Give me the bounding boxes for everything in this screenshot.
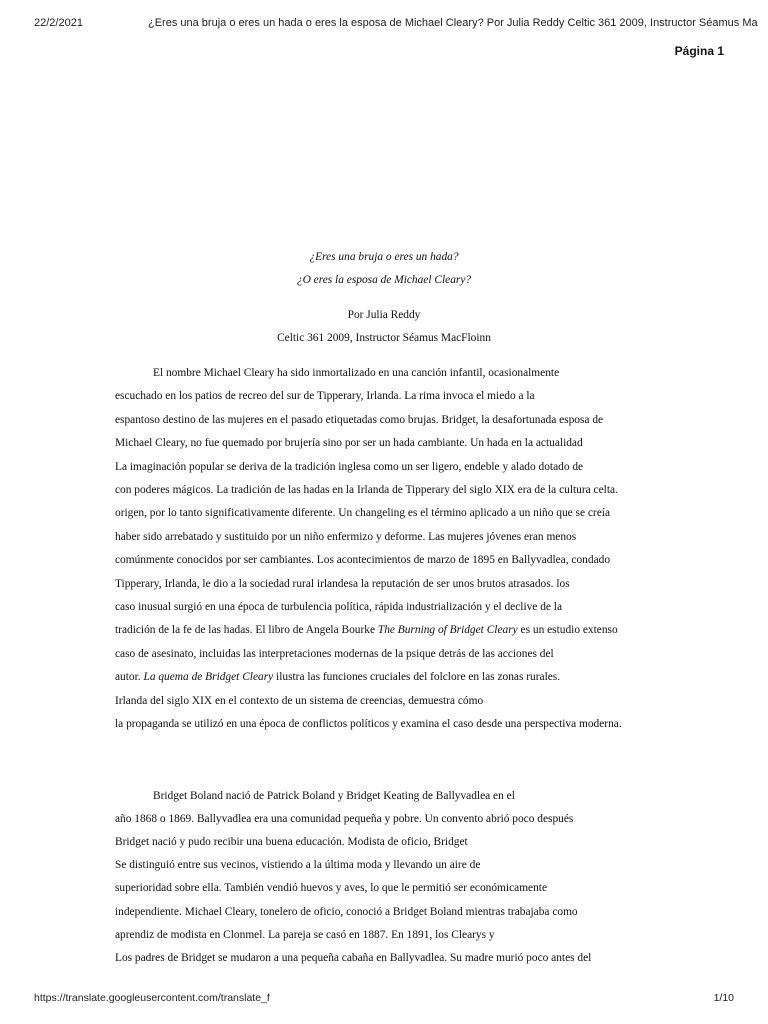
text-line bbox=[115, 952, 591, 964]
print-url: https://translate.googleusercontent.com/translate_f bbox=[34, 992, 270, 1004]
text-run: autor. bbox=[115, 671, 144, 684]
page-label: Página 1 bbox=[674, 44, 724, 58]
text-line bbox=[115, 882, 547, 894]
text-run: El nombre Michael Cleary ha sido inmortalizado en una canción infantil, ocasionalmente bbox=[153, 367, 560, 379]
text-run: espantoso destino de las mujeres en el pasado etiquetadas como brujas. Bridget, la desafortunada esposa de bbox=[115, 413, 604, 426]
text-run: comúnmente conocidos por ser cambiantes. Los acontecimientos de marzo de 1895 en Ballyvadlea, condado bbox=[115, 554, 611, 567]
title-line-1: ¿Eres una bruja o eres un hada? bbox=[309, 251, 459, 263]
text-run: Michael Cleary, no fue quemado por brujería sino por ser un hada cambiante. Un hada en la actualidad bbox=[115, 437, 583, 450]
author-line: Por Julia Reddy bbox=[347, 309, 421, 321]
text-run: haber sido arrebatado y sustituido por un niño enfermizo y deforme. Las mujeres jóvenes eran menos bbox=[115, 530, 577, 543]
text-line bbox=[115, 929, 495, 941]
text-line bbox=[115, 507, 610, 519]
text-line bbox=[115, 671, 560, 683]
text-run: ilustra las funciones cruciales del folclore en las zonas rurales. bbox=[273, 671, 561, 684]
text-run: Los padres de Bridget se mudaron a una pequeña cabaña en Ballyvadlea. Su madre murió poco antes del bbox=[115, 951, 592, 964]
book-title-italic: La quema de Bridget Cleary bbox=[143, 671, 274, 684]
text-line bbox=[153, 367, 559, 379]
text-run: caso de asesinato, incluidas las interpretaciones modernas de la psique detrás de las acciones del bbox=[115, 647, 554, 660]
text-run: año 1868 o 1869. Ballyvadlea era una comunidad pequeña y pobre. Un convento abrió poco después bbox=[115, 813, 574, 826]
print-page-count: 1/10 bbox=[713, 992, 734, 1004]
text-run: superioridad sobre ella. También vendió huevos y aves, lo que le permitió ser económicamente bbox=[115, 882, 548, 895]
text-line bbox=[115, 906, 578, 918]
text-run: la propaganda se utilizó en una época de conflictos políticos y examina el caso desde una perspectiva moderna. bbox=[115, 718, 622, 730]
text-run: aprendiz de modista en Clonmel. La pareja se casó en 1887. En 1891, los Clearys y bbox=[115, 928, 495, 941]
text-line bbox=[115, 695, 483, 707]
text-run: La imaginación popular se deriva de la tradición inglesa como un ser ligero, endeble y alado dotado de bbox=[115, 460, 584, 473]
print-title: ¿Eres una bruja o eres un hada o eres la esposa de Michael Cleary? Por Julia Reddy Celtic 361 2009, Instructor Séamus Ma bbox=[148, 17, 758, 29]
text-run: independiente. Michael Cleary, tonelero de oficio, conoció a Bridget Boland mientras trabajaba como bbox=[115, 905, 578, 918]
text-line bbox=[153, 790, 515, 802]
text-run: Irlanda del siglo XIX en el contexto de un sistema de creencias, demuestra cómo bbox=[115, 694, 484, 707]
text-line bbox=[115, 813, 573, 825]
text-line bbox=[115, 531, 576, 543]
title-line-2: ¿O eres la esposa de Michael Cleary? bbox=[296, 274, 472, 286]
text-line bbox=[115, 554, 610, 566]
text-run: Bridget nació y pudo recibir una buena educación. Modista de oficio, Bridget bbox=[115, 836, 468, 849]
text-line bbox=[115, 390, 535, 402]
text-run: caso inusual surgió en una época de turbulencia política, rápida industrialización y el declive de la bbox=[115, 601, 563, 613]
book-title-italic: The Burning of Bridget Cleary bbox=[377, 624, 518, 637]
text-line bbox=[115, 578, 570, 590]
text-line bbox=[115, 414, 603, 426]
course-line: Celtic 361 2009, Instructor Séamus MacFloinn bbox=[277, 332, 491, 344]
text-line bbox=[115, 601, 562, 613]
text-line bbox=[115, 624, 618, 636]
text-run: origen, por lo tanto significativamente diferente. Un changeling es el término aplicado a un niño que se creía bbox=[115, 507, 611, 520]
text-run: con poderes mágicos. La tradición de las hadas en la Irlanda de Tipperary del siglo XIX era de la cultura celta. bbox=[115, 484, 618, 496]
text-line bbox=[115, 437, 583, 449]
text-line bbox=[115, 461, 583, 473]
text-run: Se distinguió entre sus vecinos, vistiendo a la última moda y llevando un aire de bbox=[115, 859, 481, 872]
text-line bbox=[115, 718, 622, 730]
text-line bbox=[115, 648, 554, 660]
text-run: Bridget Boland nació de Patrick Boland y Bridget Keating de Ballyvadlea en el bbox=[153, 790, 515, 802]
text-line bbox=[115, 859, 480, 871]
text-run: es un estudio extenso bbox=[517, 624, 618, 637]
print-date: 22/2/2021 bbox=[34, 17, 83, 29]
text-line bbox=[115, 484, 618, 496]
text-run: Tipperary, Irlanda, le dio a la sociedad rural irlandesa la reputación de ser unos brutos atrasados. los bbox=[115, 577, 570, 590]
text-run: tradición de la fe de las hadas. El libro de Angela Bourke bbox=[115, 624, 378, 637]
text-line bbox=[115, 836, 468, 848]
text-run: escuchado en los patios de recreo del sur de Tipperary, Irlanda. La rima invoca el miedo a la bbox=[115, 390, 535, 403]
